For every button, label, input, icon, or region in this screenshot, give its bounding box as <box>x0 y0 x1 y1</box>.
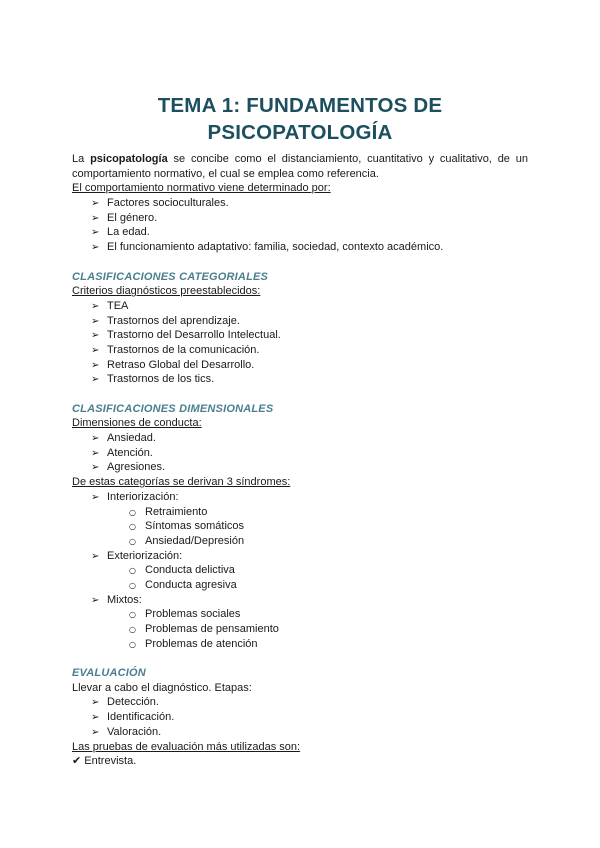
syndromes-label: De estas categorías se derivan 3 síndromes: <box>72 476 291 489</box>
normative-label: El comportamiento normativo viene determinado por: <box>72 182 331 195</box>
circle-bullet-icon: ○ <box>129 536 136 546</box>
arrow-bullet-icon: ➢ <box>91 550 100 562</box>
list-item-text: Trastorno del Desarrollo Intelectual. <box>107 329 281 342</box>
syndrome-item <box>72 593 528 608</box>
test-item-text: Entrevista. <box>84 755 137 768</box>
categorial-list <box>72 299 528 387</box>
list-item <box>72 460 528 475</box>
circle-bullet-icon: ○ <box>129 522 136 532</box>
list-item-text: Ansiedad. <box>107 432 156 445</box>
sub-list-item <box>72 534 528 549</box>
arrow-bullet-icon: ➢ <box>91 712 100 724</box>
syndrome-name: Interiorización: <box>107 490 179 503</box>
syndrome-name: Exteriorización: <box>107 549 183 562</box>
sub-list-item <box>72 519 528 534</box>
sub-list-item-text: Problemas de pensamiento <box>145 623 279 636</box>
arrow-bullet-icon: ➢ <box>91 242 100 254</box>
content <box>72 152 528 769</box>
categorial-heading: CLASIFICACIONES CATEGORIALES <box>72 270 269 283</box>
intro-rest: se concibe como el distanciamiento, cuantitativo y cualitativo, de un comportamiento normativo, el cual se emplea como referencia. <box>72 153 528 180</box>
list-item-text: TEA <box>107 299 129 312</box>
intro-paragraph <box>72 152 528 181</box>
dimensional-list <box>72 431 528 475</box>
sub-list-item-text: Problemas de atención <box>145 637 258 650</box>
list-item <box>72 358 528 373</box>
tests-label: Las pruebas de evaluación más utilizadas son: <box>72 740 301 753</box>
arrow-bullet-icon: ➢ <box>91 433 100 445</box>
arrow-bullet-icon: ➢ <box>91 300 100 312</box>
list-item <box>72 211 528 226</box>
syndrome-item <box>72 549 528 564</box>
circle-bullet-icon: ○ <box>129 580 136 590</box>
arrow-bullet-icon: ➢ <box>91 315 100 327</box>
title-line-1: TEMA 1: FUNDAMENTOS DE <box>157 94 443 117</box>
arrow-bullet-icon: ➢ <box>91 198 100 210</box>
categorial-label: Criterios diagnósticos preestablecidos: <box>72 285 261 298</box>
list-item <box>72 196 528 211</box>
list-item-text: Trastornos del aprendizaje. <box>107 314 240 327</box>
list-item <box>72 725 528 740</box>
normative-list <box>72 196 528 255</box>
arrow-bullet-icon: ➢ <box>91 212 100 224</box>
arrow-bullet-icon: ➢ <box>91 447 100 459</box>
sub-list-item-text: Conducta agresiva <box>145 578 237 591</box>
evaluation-intro: Llevar a cabo el diagnóstico. Etapas: <box>72 681 252 694</box>
list-item <box>72 328 528 343</box>
syndrome-item <box>72 490 528 505</box>
sub-list-item-text: Retraimiento <box>145 505 208 518</box>
list-item <box>72 343 528 358</box>
sub-list-item <box>72 563 528 578</box>
syndromes-list <box>72 490 528 652</box>
list-item-text: Atención. <box>107 446 153 459</box>
dimensional-label: Dimensiones de conducta: <box>72 417 202 430</box>
arrow-bullet-icon: ➢ <box>91 491 100 503</box>
arrow-bullet-icon: ➢ <box>91 462 100 474</box>
circle-bullet-icon: ○ <box>129 639 136 649</box>
arrow-bullet-icon: ➢ <box>91 726 100 738</box>
list-item-text: Trastornos de los tics. <box>107 373 215 386</box>
sub-list-item <box>72 637 528 652</box>
arrow-bullet-icon: ➢ <box>91 330 100 342</box>
list-item-text: El género. <box>107 211 158 224</box>
arrow-bullet-icon: ➢ <box>91 344 100 356</box>
circle-bullet-icon: ○ <box>129 566 136 576</box>
list-item <box>72 225 528 240</box>
list-item-text: Factores socioculturales. <box>107 197 229 210</box>
list-item-text: Detección. <box>107 696 159 709</box>
sub-list-item-text: Conducta delictiva <box>145 564 235 577</box>
circle-bullet-icon: ○ <box>129 610 136 620</box>
list-item-text: Valoración. <box>107 725 162 738</box>
sub-list-item <box>72 505 528 520</box>
arrow-bullet-icon: ➢ <box>91 227 100 239</box>
arrow-bullet-icon: ➢ <box>91 697 100 709</box>
list-item-text: El funcionamiento adaptativo: familia, sociedad, contexto académico. <box>107 241 444 254</box>
syndrome-name: Mixtos: <box>107 593 142 606</box>
list-item <box>72 299 528 314</box>
sub-list-item-text: Ansiedad/Depresión <box>145 534 245 547</box>
list-item <box>72 314 528 329</box>
list-item-text: Retraso Global del Desarrollo. <box>107 358 255 371</box>
circle-bullet-icon: ○ <box>129 507 136 517</box>
list-item <box>72 240 528 255</box>
list-item <box>72 710 528 725</box>
sub-list-item <box>72 607 528 622</box>
intro-term: psicopatología <box>90 153 168 165</box>
sub-list-item <box>72 622 528 637</box>
list-item <box>72 372 528 387</box>
sub-list-item <box>72 578 528 593</box>
evaluation-heading: EVALUACIÓN <box>72 667 146 680</box>
list-item-text: La edad. <box>107 226 150 239</box>
intro-lead: La <box>72 153 91 165</box>
test-item <box>72 754 528 769</box>
list-item-text: Identificación. <box>107 711 175 724</box>
check-icon: ✔ <box>72 754 82 768</box>
list-item <box>72 431 528 446</box>
arrow-bullet-icon: ➢ <box>91 374 100 386</box>
sub-list-item-text: Problemas sociales <box>145 608 241 621</box>
list-item <box>72 446 528 461</box>
list-item-text: Agresiones. <box>107 461 166 474</box>
arrow-bullet-icon: ➢ <box>91 594 100 606</box>
arrow-bullet-icon: ➢ <box>91 359 100 371</box>
page-title <box>0 92 600 146</box>
list-item-text: Trastornos de la comunicación. <box>107 343 260 356</box>
evaluation-stages <box>72 695 528 739</box>
circle-bullet-icon: ○ <box>129 625 136 635</box>
sub-list-item-text: Síntomas somáticos <box>145 520 245 533</box>
list-item <box>72 695 528 710</box>
dimensional-heading: CLASIFICACIONES DIMENSIONALES <box>72 402 274 415</box>
title-line-2: PSICOPATOLOGÍA <box>207 121 393 144</box>
